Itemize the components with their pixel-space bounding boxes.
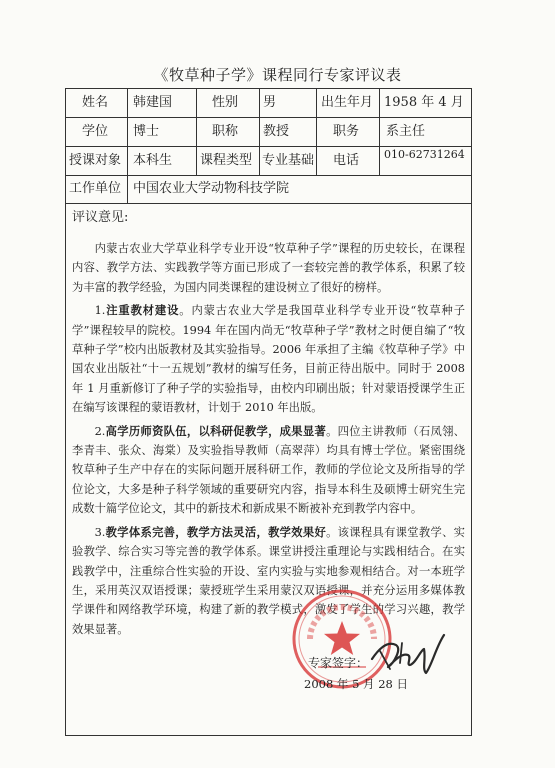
column-divider [127,89,128,175]
post-label: 职务 [333,124,360,139]
course-type-value: 专业基础 [262,153,315,168]
name-label: 姓名 [82,95,109,110]
object-label: 授课对象 [69,153,122,168]
phone-label: 电话 [333,153,360,168]
opinion-point-1 [72,301,465,417]
gender-value: 男 [263,95,277,110]
form-title: 《牧草种子学》课程同行专家评议表 [153,66,402,84]
opinion-label: 评议意见: [72,210,129,225]
point-heading: 教学体系完善，教学方法灵活，教学效果好 [105,524,327,539]
point-body: 。四位主讲教师（石凤翎、李青丰、张众、海棠）及实验指导教师（高翠萍）均具有博士学位。紧密围绕牧草种子生产中存在的实际问题开展科研工作，教师的学位论文及所指导的学位论文，大多是种子科学领域的重要研究内容，指导本科生及硕博士研究生完成数十篇学位论文，其中的新技术和新成果不断被补充到教学内容中。 [72,424,465,516]
column-divider [196,89,197,175]
column-divider [127,175,128,203]
review-form [65,88,472,736]
point-heading: 高学历师资队伍，以科研促教学，成果显著 [105,423,327,438]
object-value: 本科生 [133,153,173,168]
unit-value: 中国农业大学动物科技学院 [133,181,290,196]
column-divider [316,89,317,175]
title-label: 职称 [212,124,239,139]
point-number: 3. [94,525,106,539]
point-number: 2. [94,424,106,438]
point-heading: 注重教材建设 [105,303,180,318]
row-divider [66,203,471,204]
post-value: 系主任 [386,124,426,139]
course-type-label: 课程类型 [200,153,253,168]
column-divider [379,89,380,175]
opinion-intro: 内蒙古农业大学草业科学专业开设“牧草种子学”课程的历史较长，在课程内容、教学方法、实践教学等方面已形成了一套较完善的教学体系，积累了较为丰富的教学经验，为国内同类课程的建设树立了很好的榜样。 [72,242,465,294]
opinion-text [72,239,465,639]
handwritten-signature-icon [366,629,450,681]
title-value: 教授 [263,124,290,139]
opinion-point-2 [72,422,465,519]
point-number: 1. [94,304,106,318]
signature-label: 专家签字： [308,656,369,670]
degree-label: 学位 [82,124,109,139]
signature-date: 2008 年 5 月 28 日 [304,677,408,691]
degree-value: 博士 [133,124,160,139]
unit-label: 工作单位 [69,181,122,196]
column-divider [259,89,260,175]
point-body: 。内蒙古农业大学是我国草业科学专业开设“牧草种子学”课程较早的院校。1994 年在国内尚无“牧草种子学”教材之时便自编了“牧草种子学”校内出版教材及其实验指导。2006 年承担了主编《牧草种子学》中国农业出版社“十一五规划”教材的编写任务，目前正待出版中。同时于 2008 年 1 月重新修订了种子学的实验指导，由校内印刷出版；针对蒙语授课学生正在编写该课程的蒙语教材，计划于 2010 年出版。 [72,304,465,415]
point-body: 。该课程具有课堂教学、实验教学、综合实习等完善的教学体系。课堂讲授注重理论与实践相结合。在实践教学中，注重综合性实验的开设、室内实验与实地参观相结合。对一本班学生，采用英汉双语授课；蒙授班学生采用蒙汉双语授课，并充分运用多媒体教学课件和网络教学环境，构建了新的教学模式，激发了学生的学习兴趣，教学效果显著。 [72,525,465,636]
phone-value: 010-62731264 [384,148,465,161]
birth-value: 1958 年 4 月 [384,95,464,110]
name-value: 韩建国 [133,95,173,110]
opinion-point-3 [72,523,465,639]
gender-label: 性别 [212,95,239,110]
birth-label: 出生年月 [321,95,374,110]
